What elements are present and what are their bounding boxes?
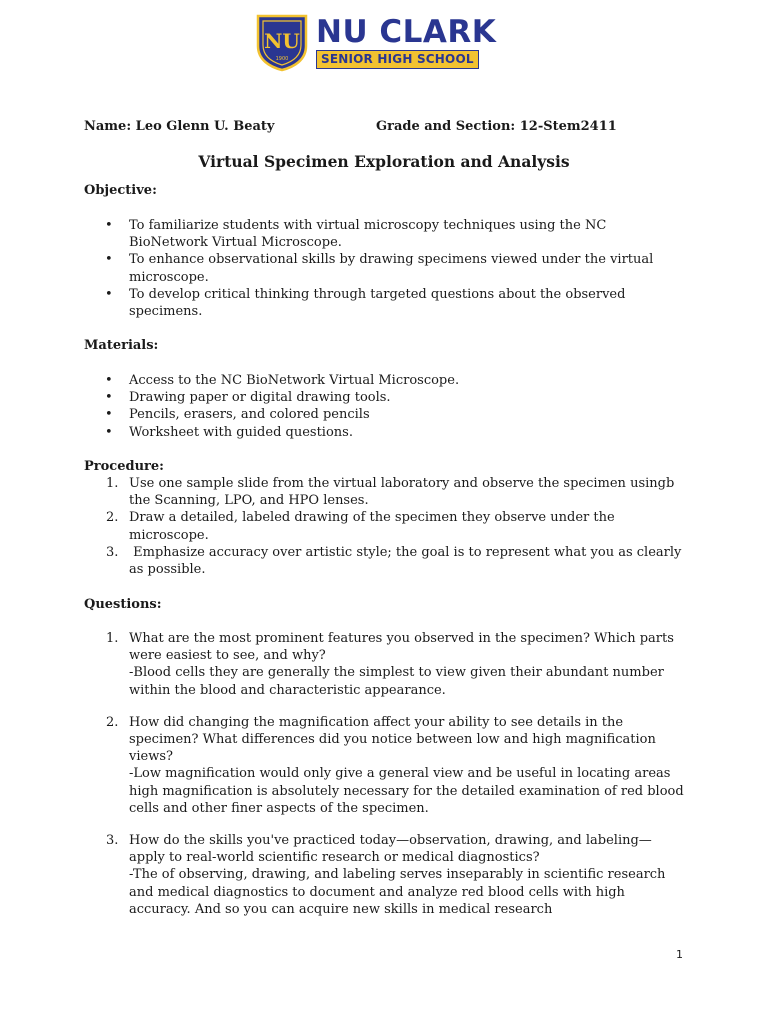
materials-heading: Materials: xyxy=(84,338,159,353)
list-item-line: • To develop critical thinking through targeted questions about the observed xyxy=(129,286,626,302)
procedure-list xyxy=(84,475,704,578)
list-item-line: microscope. xyxy=(129,269,209,285)
list-item: • Access to the NC BioNetwork Virtual Microscope. xyxy=(84,372,704,389)
grade-label: Grade and Section: xyxy=(376,119,516,134)
list-item-line: the Scanning, LPO, and HPO lenses. xyxy=(129,493,369,509)
list-item xyxy=(84,286,704,320)
item-number: 1. xyxy=(106,631,119,646)
item-number: 3. xyxy=(106,833,119,849)
student-name-line xyxy=(84,118,274,135)
list-item xyxy=(84,475,704,509)
question-line: How did changing the magnification affect your ability to see details in the xyxy=(129,714,624,730)
name-value: Leo Glenn U. Beaty xyxy=(135,119,275,134)
list-item: • Worksheet with guided questions. xyxy=(84,424,704,441)
school-subtitle: SENIOR HIGH SCHOOL xyxy=(316,50,479,69)
question-item xyxy=(84,630,704,699)
question-line: What are the most prominent features you observed in the specimen? Which parts xyxy=(129,631,674,646)
answer-line: -Low magnification would only give a general view and be useful in locating areas xyxy=(129,766,671,782)
questions-list xyxy=(84,630,704,918)
question-line: views? xyxy=(129,749,173,765)
answer-line: high magnification is absolutely necessary for the detailed examination of red blood xyxy=(129,783,684,799)
list-item-line: as possible. xyxy=(129,562,206,578)
materials-list xyxy=(84,372,704,441)
answer-line: cells and other finer aspects of the specimen. xyxy=(129,800,429,816)
item-number: 1. xyxy=(106,476,119,491)
questions-heading: Questions: xyxy=(84,597,162,612)
question-item xyxy=(84,714,704,817)
seal-letters: NU xyxy=(264,29,300,53)
question-line: were easiest to see, and why? xyxy=(129,648,326,664)
answer-line: -The of observing, drawing, and labeling serves inseparably in scientific research xyxy=(129,867,666,883)
grade-section-line xyxy=(376,118,617,135)
grade-value: 12-Stem2411 xyxy=(519,119,617,134)
list-item xyxy=(84,217,704,251)
school-name: NU CLARK xyxy=(316,13,497,50)
question-item xyxy=(84,832,704,918)
list-item-line: • To familiarize students with virtual microscopy techniques using the NC xyxy=(129,218,607,233)
page-number: 1 xyxy=(676,948,683,961)
list-item xyxy=(84,509,704,543)
answer-line: accuracy. And so you can acquire new skills in medical research xyxy=(129,901,553,917)
item-number: 2. xyxy=(106,510,119,526)
procedure-heading: Procedure: xyxy=(84,459,164,474)
list-item-line: • To enhance observational skills by drawing specimens viewed under the virtual xyxy=(129,252,654,268)
school-seal-icon xyxy=(252,12,312,72)
question-line: specimen? What differences did you notice between low and high magnification xyxy=(129,732,656,748)
list-item-line: Use one sample slide from the virtual laboratory and observe the specimen usingb xyxy=(129,476,675,491)
item-number: 3. xyxy=(106,544,119,560)
objective-heading: Objective: xyxy=(84,183,157,198)
page-title: Virtual Specimen Exploration and Analysis xyxy=(198,152,570,171)
answer-line: and medical diagnostics to document and analyze red blood cells with high xyxy=(129,884,625,900)
school-logo xyxy=(252,12,496,72)
list-item xyxy=(84,544,704,578)
list-item-line: Emphasize accuracy over artistic style; the goal is to represent what you as clearly xyxy=(129,544,682,560)
list-item-line: BioNetwork Virtual Microscope. xyxy=(129,235,342,251)
list-item-line: Draw a detailed, labeled drawing of the specimen they observe under the xyxy=(129,510,615,526)
question-line: How do the skills you've practiced today—observation, drawing, and labeling— xyxy=(129,833,652,849)
list-item: • Pencils, erasers, and colored pencils xyxy=(84,406,704,423)
answer-line: -Blood cells they are generally the simplest to view given their abundant number xyxy=(129,665,664,681)
answer-line: within the blood and characteristic appearance. xyxy=(129,682,446,698)
list-item-line: microscope. xyxy=(129,527,209,543)
seal-year: 1900 xyxy=(275,56,289,62)
name-label: Name: xyxy=(84,119,132,134)
list-item xyxy=(84,251,704,285)
item-number: 2. xyxy=(106,714,119,730)
list-item: • Drawing paper or digital drawing tools. xyxy=(84,389,704,406)
list-item-line: specimens. xyxy=(129,304,203,320)
question-line: apply to real-world scientific research or medical diagnostics? xyxy=(129,850,540,866)
objective-list xyxy=(84,217,704,320)
